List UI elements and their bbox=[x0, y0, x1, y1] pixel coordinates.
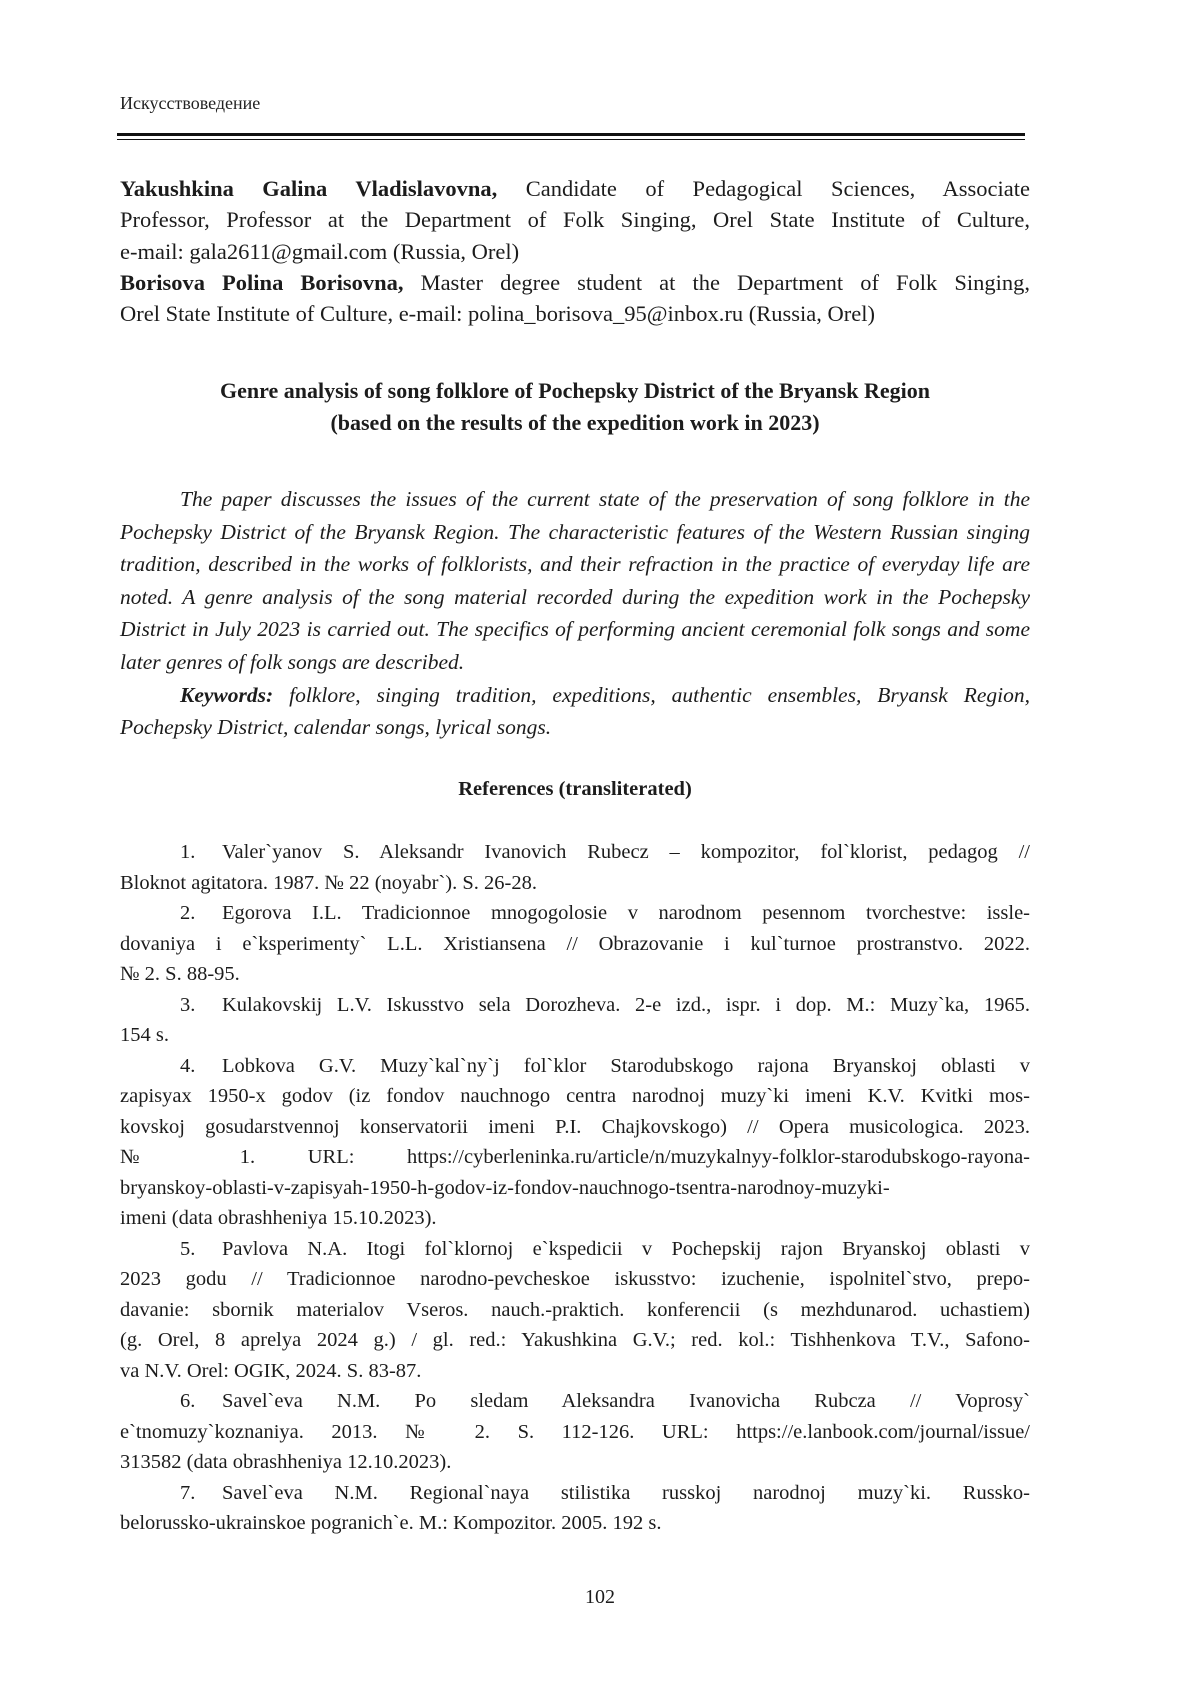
author-2-line-1: Borisova Polina Borisovna, Master degree student at the Department of Folk Singing, bbox=[120, 269, 1030, 295]
header-rule-thin bbox=[117, 139, 1025, 140]
reference-line: bryanskoy-oblasti-v-zapisyah-1950-h-godov-iz-fondov-nauchnogo-tsentra-narodnoy-muzyki- bbox=[120, 1176, 890, 1199]
reference-line: kovskoj gosudarstvennoj konservatorii imeni P.I. Chajkovskogo) // Opera musicologica. 2023. bbox=[120, 1115, 1030, 1138]
reference-line: belorussko-ukrainskoe pogranich`e. M.: Kompozitor. 2005. 192 s. bbox=[120, 1512, 662, 1534]
author-1-line-3: e-mail: gala2611@gmail.com (Russia, Orel) bbox=[120, 238, 520, 264]
title-line: Genre analysis of song folklore of Pochepsky District of the Bryansk Region bbox=[220, 378, 930, 403]
reference-item: 1. Valer`yanov S. Aleksandr Ivanovich Rubecz – kompozitor, fol`klorist, pedagog // bbox=[120, 837, 1030, 868]
reference-number: 6. bbox=[180, 1390, 196, 1412]
author-name: Yakushkina Galina Vladislavovna, bbox=[120, 176, 498, 201]
abstract-line: tradition, described in the works of folklorists, and their refraction in the practice of everyday life are bbox=[120, 552, 1030, 577]
reference-line: № 1. URL: https://cyberleninka.ru/article/n/muzykalnyy-folklor-starodubskogo-rayona- bbox=[120, 1146, 1030, 1168]
reference-number: 1. bbox=[180, 841, 196, 863]
reference-number: 4. bbox=[180, 1054, 196, 1077]
running-head: Искусствоведение bbox=[120, 93, 261, 113]
keywords-line: Pochepsky District, calendar songs, lyrical songs. bbox=[120, 715, 552, 740]
reference-number: 7. bbox=[180, 1481, 196, 1504]
reference-item: 5. Pavlova N.A. Itogi fol`klornoj e`kspedicii v Pochepskij rajon Bryanskoj oblasti v bbox=[120, 1234, 1030, 1265]
reference-line: 154 s. bbox=[120, 1024, 169, 1046]
references-heading: References (transliterated) bbox=[458, 778, 692, 800]
author-name: Borisova Polina Borisovna, bbox=[120, 269, 404, 295]
keywords-label: Keywords: bbox=[180, 682, 274, 707]
author-1-line-2: Professor, Professor at the Department of Folk Singing, Orel State Institute of Culture, bbox=[120, 207, 1030, 233]
reference-line: va N.V. Orel: OGIK, 2024. S. 83-87. bbox=[120, 1359, 422, 1382]
references-list bbox=[120, 837, 1030, 1539]
reference-item: 6. Savel`eva N.M. Po sledam Aleksandra Ivanovicha Rubcza // Voprosy` bbox=[120, 1386, 1030, 1417]
author-1-line-1: Yakushkina Galina Vladislavovna, Candidate of Pedagogical Sciences, Associate bbox=[120, 176, 1030, 201]
reference-line: Bloknot agitatora. 1987. № 22 (noyabr`). S. 26-28. bbox=[120, 871, 537, 894]
reference-line: 313582 (data obrashheniya 12.10.2023). bbox=[120, 1451, 452, 1473]
reference-line: zapisyax 1950-x godov (iz fondov nauchnogo centra narodnoj muzy`ki imeni K.V. Kvitki mos- bbox=[120, 1085, 1030, 1107]
reference-item: 3. Kulakovskij L.V. Iskusstvo sela Dorozheva. 2-e izd., ispr. i dop. M.: Muzy`ka, 1965. bbox=[120, 990, 1030, 1021]
reference-line: imeni (data obrashheniya 15.10.2023). bbox=[120, 1207, 437, 1229]
abstract-line: noted. A genre analysis of the song material recorded during the expedition work in the Pochepsky bbox=[120, 584, 1030, 609]
reference-number: 2. bbox=[180, 902, 196, 924]
abstract-line: Pochepsky District of the Bryansk Region. The characteristic features of the Western Russian singing bbox=[120, 519, 1030, 544]
reference-item: 4. Lobkova G.V. Muzy`kal`ny`j fol`klor Starodubskogo rajona Bryanskoj oblasti v bbox=[120, 1051, 1030, 1082]
reference-line: № 2. S. 88-95. bbox=[120, 963, 240, 985]
author-affiliations bbox=[120, 173, 1030, 329]
header-rule-thick bbox=[117, 133, 1025, 136]
reference-number: 5. bbox=[180, 1237, 196, 1260]
author-2-line-2: Orel State Institute of Culture, e-mail: polina_borisova_95@inbox.ru (Russia, Orel) bbox=[120, 301, 875, 327]
article-title bbox=[120, 375, 1030, 439]
reference-line: 2023 godu // Tradicionnoe narodno-pevcheskoe iskusstvo: izuchenie, ispolnitel`stvo, prepo- bbox=[120, 1268, 1030, 1290]
reference-line: dovaniya i e`ksperimenty` L.L. Xristiansena // Obrazovanie i kul`turnoe prostranstvo. 2022. bbox=[120, 932, 1030, 955]
reference-line: (g. Orel, 8 aprelya 2024 g.) / gl. red.: Yakushkina G.V.; red. kol.: Tishhenkova T.V., Safono- bbox=[120, 1329, 1030, 1351]
reference-number: 3. bbox=[180, 993, 196, 1016]
title-line: (based on the results of the expedition work in 2023) bbox=[330, 410, 820, 435]
abstract-line: later genres of folk songs are described. bbox=[120, 649, 465, 674]
abstract bbox=[120, 483, 1030, 744]
abstract-line: The paper discusses the issues of the current state of the preservation of song folklore in the bbox=[180, 487, 1030, 511]
keywords-line: Keywords: folklore, singing tradition, expeditions, authentic ensembles, Bryansk Region, bbox=[180, 682, 1030, 707]
reference-line: davanie: sbornik materialov Vseros. nauch.-praktich. konferencii (s mezhdunarod. uchastiem) bbox=[120, 1298, 1030, 1321]
reference-line: e`tnomuzy`koznaniya. 2013. № 2. S. 112-126. URL: https://e.lanbook.com/journal/issue/ bbox=[120, 1420, 1030, 1443]
reference-item: 7. Savel`eva N.M. Regional`naya stilistika russkoj narodnoj muzy`ki. Russko- bbox=[120, 1478, 1030, 1509]
page-number: 102 bbox=[585, 1586, 615, 1608]
abstract-line: District in July 2023 is carried out. The specifics of performing ancient ceremonial folk songs and some bbox=[120, 617, 1030, 642]
reference-item: 2. Egorova I.L. Tradicionnoe mnogogolosie v narodnom pesennom tvorchestve: issle- bbox=[120, 898, 1030, 929]
